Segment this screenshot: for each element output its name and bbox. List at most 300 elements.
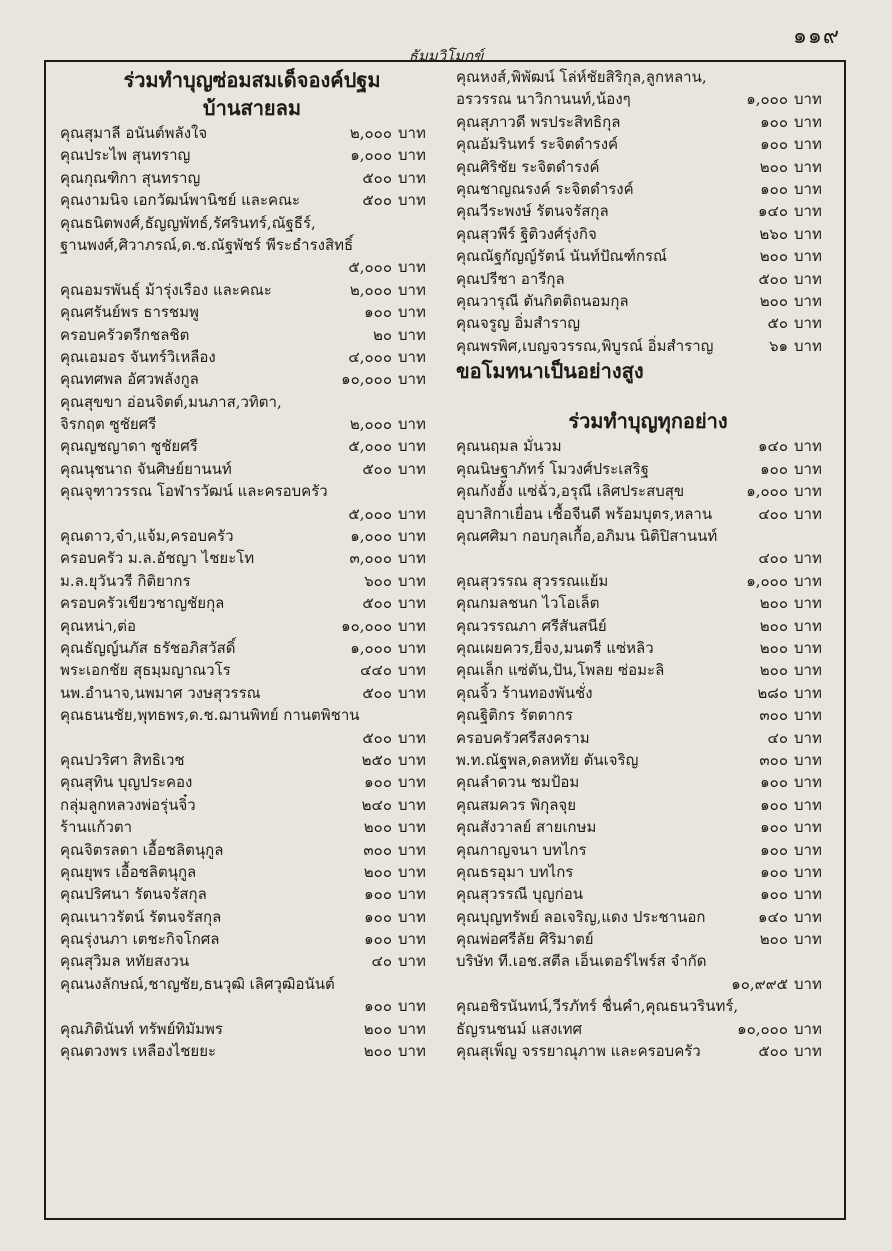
donation-amount: ๑๐,๙๙๕: [731, 974, 788, 993]
donor-row: [456, 156, 840, 178]
currency-unit: บาท: [794, 135, 822, 154]
currency-unit: บาท: [398, 728, 426, 747]
donation-amount: ๕,๐๐๐: [348, 437, 392, 456]
currency-unit: บาท: [794, 1019, 822, 1038]
donor-row: [60, 301, 444, 323]
donor-name: [60, 995, 326, 1017]
currency-unit: บาท: [398, 325, 426, 344]
donor-row: [456, 928, 840, 950]
currency-unit: บาท: [398, 930, 426, 949]
currency-unit: บาท: [398, 280, 426, 299]
donation-amount: ๒๐๐: [363, 862, 392, 881]
donation-amount: ๑๐๐: [760, 795, 788, 814]
donor-name: คุณสุมาลี อนันต์พลังใจ: [60, 124, 208, 142]
donation-amount: ๓๐๐: [759, 706, 788, 725]
currency-unit: บาท: [398, 885, 426, 904]
donor-row: [456, 133, 840, 155]
currency-unit: บาท: [794, 728, 822, 747]
donor-row: [456, 771, 840, 793]
donation-amount: ๒๐๐: [363, 1019, 392, 1038]
donation-amount: ๑,๐๐๐: [350, 638, 392, 657]
currency-unit: บาท: [398, 997, 426, 1016]
donor-name: คุณธนิตพงศ์,ธัญญพัทธ์,รัศรินทร์,ณัฐธีร์,: [60, 213, 316, 232]
donor-row: [60, 704, 444, 726]
donation-amount: ๔๐: [371, 952, 392, 971]
donation-amount: ๕๐๐: [362, 459, 392, 478]
donation-amount: ๑๐๐: [760, 862, 788, 881]
currency-unit: บาท: [794, 504, 822, 523]
donation-amount: ๑,๐๐๐: [350, 527, 392, 546]
donation-amount: ๓,๐๐๐: [349, 549, 392, 568]
donor-name: คุณศศิมา กอบกุลเกื้อ,อภิมน นิติปิสานนท์: [456, 527, 718, 546]
currency-unit: บาท: [794, 247, 822, 266]
donor-name: คุณปรีชา อารีกุล: [456, 269, 565, 288]
donation-amount: ๕๐๐: [758, 269, 788, 288]
donation-amount: ๑๐๐: [760, 840, 788, 859]
currency-unit: บาท: [794, 706, 822, 725]
donor-name: คุณกมลชนก ไวโอเล็ต: [456, 594, 600, 613]
donor-name: คุณกาญจนา บทไกร: [456, 840, 587, 859]
donor-name: คุณอมรพันธุ์ ม้ารุ่งเรือง และคณะ: [60, 280, 272, 299]
section-heading-text: ร่วมทำบุญซ่อมสมเด็จองค์ปฐม: [123, 68, 381, 92]
donor-row: [456, 570, 840, 592]
donation-amount: ๒๐๐: [759, 594, 788, 613]
currency-unit: บาท: [794, 616, 822, 635]
donor-row: [456, 995, 840, 1017]
donation-amount: ๓๐๐: [759, 750, 788, 769]
donation-amount: ๑๐๐: [760, 459, 788, 478]
currency-unit: บาท: [794, 269, 822, 288]
donor-row: [60, 592, 444, 614]
donation-amount: ๑๔๐: [757, 437, 788, 456]
currency-unit: บาท: [398, 549, 426, 568]
donor-name: คุณสังวาลย์ สายเกษม: [456, 818, 597, 837]
donation-amount: ๔๔๐: [360, 661, 392, 680]
donation-amount: ๖๐๐: [364, 571, 392, 590]
donor-row: [456, 480, 840, 502]
currency-unit: บาท: [398, 952, 426, 971]
donor-name: คุณเอมอร จันทร์วิเหลือง: [60, 347, 216, 366]
donor-row: [60, 1018, 444, 1040]
currency-unit: บาท: [794, 862, 822, 881]
currency-unit: บาท: [398, 862, 426, 881]
donor-row: [60, 682, 444, 704]
donor-name: คุณกุณฑิกา สุนทราญ: [60, 168, 201, 187]
currency-unit: บาท: [398, 437, 426, 456]
donor-name: [60, 256, 326, 278]
donor-name: คุณนุชนาถ จันศิษย์ยานนท์: [60, 459, 232, 478]
donor-row: [456, 290, 840, 312]
donor-name: คุณลำดวน ชมป้อม: [456, 773, 580, 792]
currency-unit: บาท: [794, 773, 822, 792]
donation-amount: ๑๐,๐๐๐: [341, 370, 392, 389]
donor-row: [60, 794, 444, 816]
donor-row: [456, 704, 840, 726]
donor-row: [456, 435, 840, 457]
currency-unit: บาท: [794, 1042, 822, 1061]
currency-unit: บาท: [794, 202, 822, 221]
donor-name: คุณจิ้ว ร้านทองพันชั่ง: [456, 683, 593, 702]
currency-unit: บาท: [794, 291, 822, 310]
donation-amount: ๑๐๐: [760, 885, 788, 904]
currency-unit: บาท: [398, 818, 426, 837]
donor-name: คุณปริศนา รัตนจรัสกุล: [60, 885, 207, 904]
donor-row: [456, 727, 840, 749]
donor-name: คุณเผยควร,ยี่จง,มนตรี แซ่หลิว: [456, 638, 654, 657]
donation-amount: ๑๐๐: [364, 997, 392, 1016]
currency-unit: บาท: [794, 795, 822, 814]
donor-row: [456, 861, 840, 883]
donor-row: [456, 1040, 840, 1062]
donor-row: [60, 167, 444, 189]
currency-unit: บาท: [398, 1042, 426, 1061]
donor-name: พ.ท.ณัฐพล,ดลหทัย ตันเจริญ: [456, 750, 639, 769]
donor-row: [456, 1018, 840, 1040]
donor-name: คุณเล็ก แซ่ตัน,ปัน,โพลย ซ่อมะลิ: [456, 661, 665, 680]
donor-name: คุณวรรณภา ศรีสันสนีย์: [456, 616, 607, 635]
donor-row: [456, 335, 840, 357]
donation-amount: ๒๐๐: [363, 1042, 392, 1061]
donor-name: คุณฐิติกร รัตตากร: [456, 706, 573, 725]
donor-row: [60, 435, 444, 457]
currency-unit: บาท: [794, 661, 822, 680]
currency-unit: บาท: [398, 459, 426, 478]
donor-row: [60, 950, 444, 972]
donation-amount: ๒๖๐: [759, 224, 788, 243]
spacer: [456, 385, 840, 407]
donor-name: คุณสุเพ็ญ จรรยาณุภาพ และครอบครัว: [456, 1042, 701, 1061]
donor-row: [456, 906, 840, 928]
page-number: ๑๑๙: [792, 24, 840, 49]
donor-name: คุณสุวรรณ สุวรรณแย้ม: [456, 571, 609, 590]
donation-amount: ๑๔๐: [757, 907, 788, 926]
donor-row: [456, 111, 840, 133]
donation-amount: ๕๐๐: [758, 1042, 788, 1061]
donor-row: [456, 312, 840, 334]
donation-amount: ๑๐,๐๐๐: [737, 1019, 788, 1038]
donor-name: อุบาสิกาเยื่อน เชื้อจีนดี พร้อมบุตร,หลาน: [456, 504, 713, 523]
donor-row: [60, 212, 444, 234]
currency-unit: บาท: [794, 930, 822, 949]
currency-unit: บาท: [398, 750, 426, 769]
content-frame: [44, 60, 846, 1220]
donor-name: คุณธัญญ์นภัส ธรัชอภิสวัสดิ์: [60, 638, 236, 657]
currency-unit: บาท: [794, 974, 822, 993]
currency-unit: บาท: [794, 750, 822, 769]
donation-amount: ๑๐๐: [364, 907, 392, 926]
donor-row: [60, 458, 444, 480]
donor-row: [60, 861, 444, 883]
donor-row: [60, 615, 444, 637]
donor-row: [456, 816, 840, 838]
donor-name: คุณนงลักษณ์,ชาญชัย,ธนวุฒิ เลิศวุฒิอนันต์: [60, 974, 335, 993]
donation-amount: ๕,๐๐๐: [348, 504, 392, 523]
currency-unit: บาท: [794, 459, 822, 478]
donation-amount: ๕๐๐: [362, 191, 392, 210]
donation-amount: ๑,๐๐๐: [746, 571, 788, 590]
donation-amount: ๒๘๐: [757, 683, 788, 702]
donor-row: [60, 189, 444, 211]
donor-name: คุณทศพล อัศวพลังกูล: [60, 370, 199, 389]
donation-amount: ๒๐: [372, 325, 392, 344]
donor-row: [60, 928, 444, 950]
currency-unit: บาท: [398, 683, 426, 702]
donor-name: [60, 727, 326, 749]
currency-unit: บาท: [794, 224, 822, 243]
donor-row: [60, 122, 444, 144]
donation-amount: ๓๐๐: [363, 840, 392, 859]
donor-row: [456, 592, 840, 614]
donor-name: คุณวารุณี ตันกิตติถนอมกุล: [456, 291, 629, 310]
donation-amount: ๑๐,๐๐๐: [341, 616, 392, 635]
currency-unit: บาท: [794, 157, 822, 176]
donor-row: [60, 525, 444, 547]
donation-amount: ๑๐๐: [364, 773, 392, 792]
donor-row: [60, 234, 444, 256]
donor-name: คุณหงส์,พิพัฒน์ โล่ห์ชัยสิริกุล,ลูกหลาน,: [456, 68, 707, 86]
donor-row: [60, 391, 444, 413]
donation-amount: ๑๐๐: [364, 303, 392, 322]
donor-name: บริษัท ที.เอช.สตีล เอ็นเตอร์ไพร์ส จำกัด: [456, 952, 707, 971]
donor-name: ร้านแก้วตา: [60, 818, 133, 837]
donor-row: [456, 749, 840, 771]
donor-row: [456, 794, 840, 816]
section-heading-text: ขอโมทนาเป็นอย่างสูง: [456, 359, 644, 384]
donor-name: ครอบครัว ม.ล.อัชญา ไชยะโท: [60, 549, 255, 568]
donation-amount: ๑๐๐: [760, 179, 788, 198]
donor-row: [456, 839, 840, 861]
donation-amount: ๔๐: [767, 728, 788, 747]
donor-name: [456, 547, 722, 569]
donor-row: [456, 682, 840, 704]
donation-amount: ๒๐๐: [759, 638, 788, 657]
donor-name: ม.ล.ยุวันวรี กิติยากร: [60, 571, 191, 590]
donation-amount: ๕,๐๐๐: [348, 258, 392, 277]
donation-amount: ๒๐๐: [759, 930, 788, 949]
donor-row: [456, 547, 840, 569]
donor-name: คุณกังฮั้ง แซ่ฉั่ว,อรุณี เลิศประสบสุข: [456, 482, 685, 501]
donor-row: [60, 771, 444, 793]
donor-name: ครอบครัวตรีกชลชิต: [60, 325, 190, 344]
donation-amount: ๕๐: [767, 314, 788, 333]
donor-row: [456, 973, 840, 995]
donor-name: คุณหน่า,ต่อ: [60, 616, 137, 635]
donation-amount: ๑,๐๐๐: [746, 482, 788, 501]
donor-name: [60, 503, 326, 525]
donor-name: คุณนิษฐาภัทร์ โมวงศ์ประเสริฐ: [456, 459, 649, 478]
donor-name: คุณพรพิศ,เบญจวรรณ,พิบูรณ์ อิ่มสำราญ: [456, 336, 714, 355]
donor-name: คุณงามนิจ เอกวัฒน์พานิชย์ และคณะ: [60, 191, 301, 210]
donor-row: [60, 413, 444, 435]
donor-row: [60, 973, 444, 995]
donor-name: คุณจุฑาวรรณ โอฬารวัฒน์ และครอบครัว: [60, 482, 328, 501]
currency-unit: บาท: [794, 549, 822, 568]
donation-amount: ๑,๐๐๐: [746, 90, 788, 109]
currency-unit: บาท: [398, 907, 426, 926]
donation-amount: ๕๐๐: [362, 594, 392, 613]
donor-row: [456, 883, 840, 905]
donor-row: [456, 200, 840, 222]
currency-unit: บาท: [794, 314, 822, 333]
currency-unit: บาท: [398, 303, 426, 322]
donor-row: [60, 547, 444, 569]
donation-amount: ๑๐๐: [364, 885, 392, 904]
donor-name: ฐานพงศ์,ศิวาภรณ์,ด.ช.ณัฐพัชร์ พีระธำรงสิทธิ์: [60, 235, 354, 254]
currency-unit: บาท: [794, 336, 822, 355]
donation-amount: ๕๐๐: [362, 728, 392, 747]
currency-unit: บาท: [794, 90, 822, 109]
donor-row: [456, 950, 840, 972]
donor-row: [456, 637, 840, 659]
donation-amount: ๔๐๐: [758, 504, 788, 523]
donor-name: คุณสุวพีร์ ฐิติวงศ์รุ่งกิจ: [456, 224, 597, 243]
donor-name: ครอบครัวเขียวชาญชัยกุล: [60, 594, 225, 613]
running-header: ธัมมวิโมกข์: [408, 47, 484, 65]
currency-unit: บาท: [794, 818, 822, 837]
donor-name: คุณจรูญ อิ่มสำราญ: [456, 314, 581, 333]
donor-name: คุณธนนชัย,พุทธพร,ด.ช.ฌานพิทย์ กานตพิชาน: [60, 706, 360, 725]
donation-amount: ๑๐๐: [760, 818, 788, 837]
donor-name: คุณรุ่งนภา เตชะกิจโกศล: [60, 930, 220, 949]
donor-row: [456, 659, 840, 681]
currency-unit: บาท: [398, 840, 426, 859]
donor-row: [456, 223, 840, 245]
donor-name: ธัญรนชนม์ แสงเทศ: [456, 1019, 583, 1038]
donor-name: คุณสุวรรณี บุญก่อน: [456, 885, 583, 904]
donor-row: [60, 368, 444, 390]
donor-row: [456, 88, 840, 110]
donor-name: พระเอกชัย สุธมฺมญาณวโร: [60, 661, 231, 680]
currency-unit: บาท: [794, 638, 822, 657]
currency-unit: บาท: [794, 683, 822, 702]
donor-name: คุณนฤมล มั่นวม: [456, 437, 562, 456]
donor-name: คุณสุขขา อ่อนจิตต์,มนภาส,วทิตา,: [60, 392, 282, 411]
donor-name: จิรกฤต ซูชัยศรี: [60, 415, 157, 434]
section-heading: [60, 94, 444, 122]
currency-unit: บาท: [398, 191, 426, 210]
section-heading: [456, 407, 840, 435]
donation-amount: ๑๐๐: [364, 930, 392, 949]
donor-name: คุณญชญาดา ซูชัยศรี: [60, 437, 198, 456]
donation-amount: ๑๐๐: [760, 135, 788, 154]
donation-amount: ๒,๐๐๐: [349, 280, 392, 299]
donation-amount: ๔๐๐: [758, 549, 788, 568]
donation-amount: ๒๐๐: [759, 616, 788, 635]
donation-amount: ๖๑: [768, 336, 788, 355]
donor-name: คุณบุญทรัพย์ ลอเจริญ,แดง ประชานอก: [456, 907, 706, 926]
currency-unit: บาท: [794, 885, 822, 904]
donor-name: คุณจิตรลดา เอื้อชลิตนุกูล: [60, 840, 224, 859]
currency-unit: บาท: [398, 571, 426, 590]
donor-row: [60, 570, 444, 592]
currency-unit: บาท: [398, 773, 426, 792]
donor-name: คุณภิตินันท์ ทรัพย์ทิมัมพร: [60, 1019, 223, 1038]
section-heading: [456, 357, 840, 385]
currency-unit: บาท: [794, 437, 822, 456]
donor-name: คุณศิริชัย ระจิตดำรงค์: [456, 157, 600, 176]
donor-name: นพ.อำนาจ,นพมาศ วงษสุวรรณ: [60, 683, 261, 702]
donor-row: [456, 458, 840, 480]
donation-amount: ๑,๐๐๐: [350, 146, 392, 165]
donor-row: [456, 66, 840, 88]
donor-name: คุณณัฐกัญญ์รัตน์ นันท์ปัณฑ์กรณ์: [456, 247, 667, 266]
donor-name: อรวรรณ นาวิกานนท์,น้องๆ: [456, 90, 631, 109]
currency-unit: บาท: [794, 112, 822, 131]
donor-row: [60, 839, 444, 861]
donor-name: คุณวีระพงษ์ รัตนจรัสกุล: [456, 202, 609, 221]
currency-unit: บาท: [398, 258, 426, 277]
currency-unit: บาท: [398, 168, 426, 187]
donation-amount: ๒๕๐: [361, 750, 392, 769]
donation-amount: ๑๐๐: [760, 112, 788, 131]
donor-name: คุณยุพร เอื้อชลิตนุกูล: [60, 862, 197, 881]
donor-row: [456, 615, 840, 637]
donor-name: คุณสุทิน บุญประคอง: [60, 773, 193, 792]
currency-unit: บาท: [398, 1019, 426, 1038]
donor-row: [456, 178, 840, 200]
donor-row: [60, 883, 444, 905]
currency-unit: บาท: [398, 415, 426, 434]
currency-unit: บาท: [398, 795, 426, 814]
donation-amount: ๑๐๐: [760, 773, 788, 792]
donor-row: [60, 503, 444, 525]
currency-unit: บาท: [398, 594, 426, 613]
donor-row: [60, 144, 444, 166]
donation-amount: ๒,๐๐๐: [349, 415, 392, 434]
donor-name: คุณธรอุมา บทไกร: [456, 862, 574, 881]
donor-row: [60, 659, 444, 681]
donor-name: คุณเนาวรัตน์ รัตนจรัสกุล: [60, 907, 222, 926]
currency-unit: บาท: [794, 179, 822, 198]
currency-unit: บาท: [398, 527, 426, 546]
donor-row: [456, 503, 840, 525]
donation-amount: ๒๐๐: [759, 661, 788, 680]
donor-row: [60, 906, 444, 928]
currency-unit: บาท: [398, 638, 426, 657]
currency-unit: บาท: [398, 124, 426, 142]
donor-name: คุณสุวิมล หทัยสงวน: [60, 952, 190, 971]
section-heading-text: บ้านสายลม: [202, 96, 302, 120]
donor-name: [456, 973, 722, 995]
donor-row: [60, 816, 444, 838]
donation-amount: ๒๐๐: [363, 818, 392, 837]
donation-amount: ๑๔๐: [757, 202, 788, 221]
donor-name: คุณอชิรนันทน์,วีรภัทร์ ชื่นคำ,คุณธนวรินทร์,: [456, 997, 739, 1016]
donation-amount: ๔,๐๐๐: [348, 347, 392, 366]
currency-unit: บาท: [794, 594, 822, 613]
donor-name: คุณอัมรินทร์ ระจิตดำรงค์: [456, 135, 619, 154]
currency-unit: บาท: [398, 347, 426, 366]
donor-row: [60, 1040, 444, 1062]
donor-name: คุณปวริศา สิทธิเวช: [60, 750, 185, 769]
currency-unit: บาท: [398, 504, 426, 523]
currency-unit: บาท: [794, 907, 822, 926]
donation-amount: ๒๐๐: [759, 157, 788, 176]
donor-name: คุณศรันย์พร ธารชมพู: [60, 303, 199, 322]
currency-unit: บาท: [398, 370, 426, 389]
donor-name: คุณประไพ สุนทราญ: [60, 146, 191, 165]
currency-unit: บาท: [794, 571, 822, 590]
section-heading-text: ร่วมทำบุญทุกอย่าง: [568, 409, 728, 434]
donor-row: [60, 637, 444, 659]
donation-amount: ๒๐๐: [759, 291, 788, 310]
donor-name: คุณสมควร พิกุลจุย: [456, 795, 577, 814]
currency-unit: บาท: [398, 661, 426, 680]
donor-name: คุณตวงพร เหลืองไชยยะ: [60, 1042, 217, 1061]
currency-unit: บาท: [794, 482, 822, 501]
donor-name: คุณดาว,จ๋า,แจ้ม,ครอบครัว: [60, 527, 234, 546]
donor-row: [60, 727, 444, 749]
